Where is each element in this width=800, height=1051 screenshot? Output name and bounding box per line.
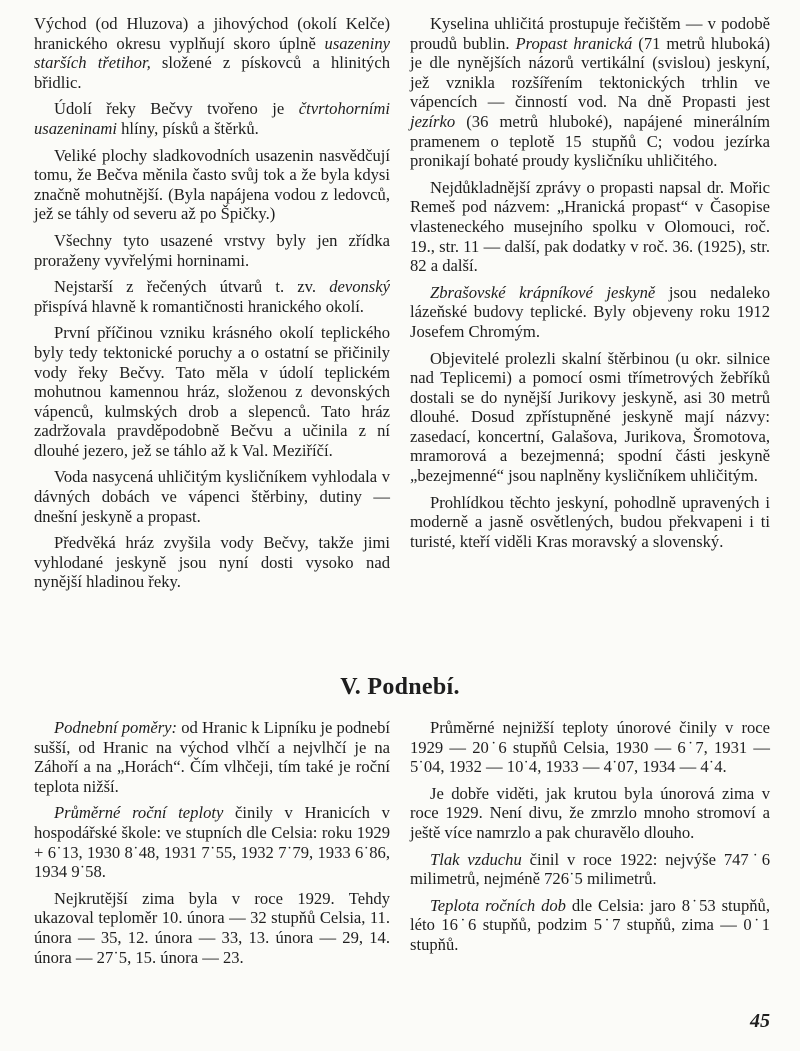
paragraph: Zbrašovské krápníkové jeskyně jsou nedaleko lázeňské budovy teplické. Byly objeveny roku 1912 Josefem Chromým.: [410, 282, 770, 341]
column-bottom-right: [410, 718, 770, 962]
column-top-left: [34, 14, 390, 599]
paragraph: Teplota ročních dob dle Celsia: jaro 8˙53 stupňů, léto 16˙6 stupňů, podzim 5˙7 stupňů, zima — 0˙1 stupňů.: [410, 895, 770, 954]
paragraph: Východ (od Hluzova) a jihovýchod (okolí Kelče) hranického okresu vyplňují skoro úplně usazeniny starších třetihor, složené z pískovců a hlinitých břidlic.: [34, 14, 391, 92]
paragraph: Tlak vzduchu činil v roce 1922: nejvýše 747˙6 milimetrů, nejméně 726˙5 milimetrů.: [410, 849, 771, 889]
paragraph: Nejstarší z řečených útvarů t. zv. devonský přispívá hlavně k romantičnosti hranického okolí.: [34, 277, 390, 316]
paragraph: První příčinou vzniku krásného okolí teplického byly tedy tektonické poruchy a o ostatní se přičinily vody řeky Bečvy. Tato měla v údolí teplickém mohutnou kamennou hráz, složenou z devonských vápenců, kulmských drob a slepenců. Tato hráz zadržovala pravděpodobně Bečvu a učinila z ní dlouhé jezero, jež se táhlo až k Val. Meziříčí.: [34, 323, 390, 460]
column-bottom-left: [34, 718, 390, 974]
paragraph: Předvěká hráz zvyšila vody Bečvy, takže jimi vyhlodané jeskyně jsou nyní dosti vysoko nad nynější hladinou řeky.: [34, 533, 390, 592]
paragraph: Údolí řeky Bečvy tvořeno je čtvrtohorními usazeninami hlíny, písků a štěrků.: [34, 99, 390, 138]
page-number: 45: [750, 1010, 770, 1032]
paragraph: Podnební poměry: od Hranic k Lipníku je podnebí sušší, od Hranic na východ vlhčí a nejvlhčí je na Záhoří a na „Horách“. Čím vlhčeji, tím také je roční teplota nižší.: [34, 718, 390, 796]
column-top-right: [410, 14, 770, 558]
paragraph: Všechny tyto usazené vrstvy byly jen zřídka proraženy vyvřelými horninami.: [34, 230, 390, 270]
paragraph: Nejkrutější zima byla v roce 1929. Tehdy ukazoval teploměr 10. února — 32 stupňů Celsia, 11. února — 35, 12. února — 33, 13. února — 29, 14. února — 27˙5, 15. února — 23.: [34, 888, 390, 967]
paragraph: Průměrné roční teploty činily v Hranicích v hospodářské škole: ve stupních dle Celsia: roku 1929 + 6˙13, 1930 8˙48, 1931 7˙55, 1932 7˙79, 1933 6˙86, 1934 9˙58.: [34, 803, 390, 882]
paragraph: Prohlídkou těchto jeskyní, pohodlně upravených i moderně a jasně osvětlených, budou překvapeni i ti turisté, kteří viděli Kras moravský a slovenský.: [410, 492, 770, 551]
paragraph: Průměrné nejnižší teploty únorové činily v roce 1929 — 20˙6 stupňů Celsia, 1930 — 6˙7, 1931 — 5˙04, 1932 — 10˙4, 1933 — 4˙07, 1934 — 4˙4.: [410, 718, 770, 777]
paragraph: Veliké plochy sladkovodních usazenin nasvědčují tomu, že Bečva měnila často svůj tok a že byla kdysi značně mohutnější. (Byla napájena vodou z ledovců, jež se táhly od severu až po Špičky.): [34, 145, 390, 224]
paragraph: Voda nasycená uhličitým kysličníkem vyhlodala v dávných dobách ve vápenci štěrbiny, dutiny — dnešní jeskyně a propast.: [34, 467, 390, 526]
paragraph: Objevitelé prolezli skalní štěrbinou (u okr. silnice nad Teplicemi) a pomocí osmi třímetrových žebříků dostali se do nynější Jurikovy jeskyně, asi 30 metrů dlouhé. Dosud zpřístupněné jeskyně mají názvy: zasedací, koncertní, Galašova, Jurikova, Šromotova, mramorová a bezejmenná; spodní části jeskyně „bezejmenné“ jsou naplněny kysličníkem uhličitým.: [410, 348, 770, 486]
paragraph: Nejdůkladnější zprávy o propasti napsal dr. Mořic Remeš pod názvem: „Hranická propast“ v Časopise vlasteneckého musejního spolku v Olomouci, roč. 19., str. 11 — další, pak dodatky v roč. 36. (1925), str. 82 a další.: [410, 177, 770, 276]
paragraph: Kyselina uhličitá prostupuje řečištěm — v podobě proudů bublin. Propast hranická (71 metrů hluboká) je dle nynějších názorů vertikální (svislou) jeskyní, jež vznikla rozšířením tektonických trhlin ve vápencích — činností vod. Na dně Propasti jest jezírko (36 metrů hluboké), napájené minerálním pramenem o teplotě 15 stupňů C; vodou jezírka pronikají bohaté proudy kysličníku uhličitého.: [410, 14, 770, 171]
paragraph: Je dobře viděti, jak krutou byla únorová zima v roce 1929. Není divu, že zmrzlo mnoho stromoví a ještě více namrzlo a pak churavělo dlouho.: [410, 783, 770, 842]
section-heading: V. Podnebí.: [340, 674, 460, 700]
